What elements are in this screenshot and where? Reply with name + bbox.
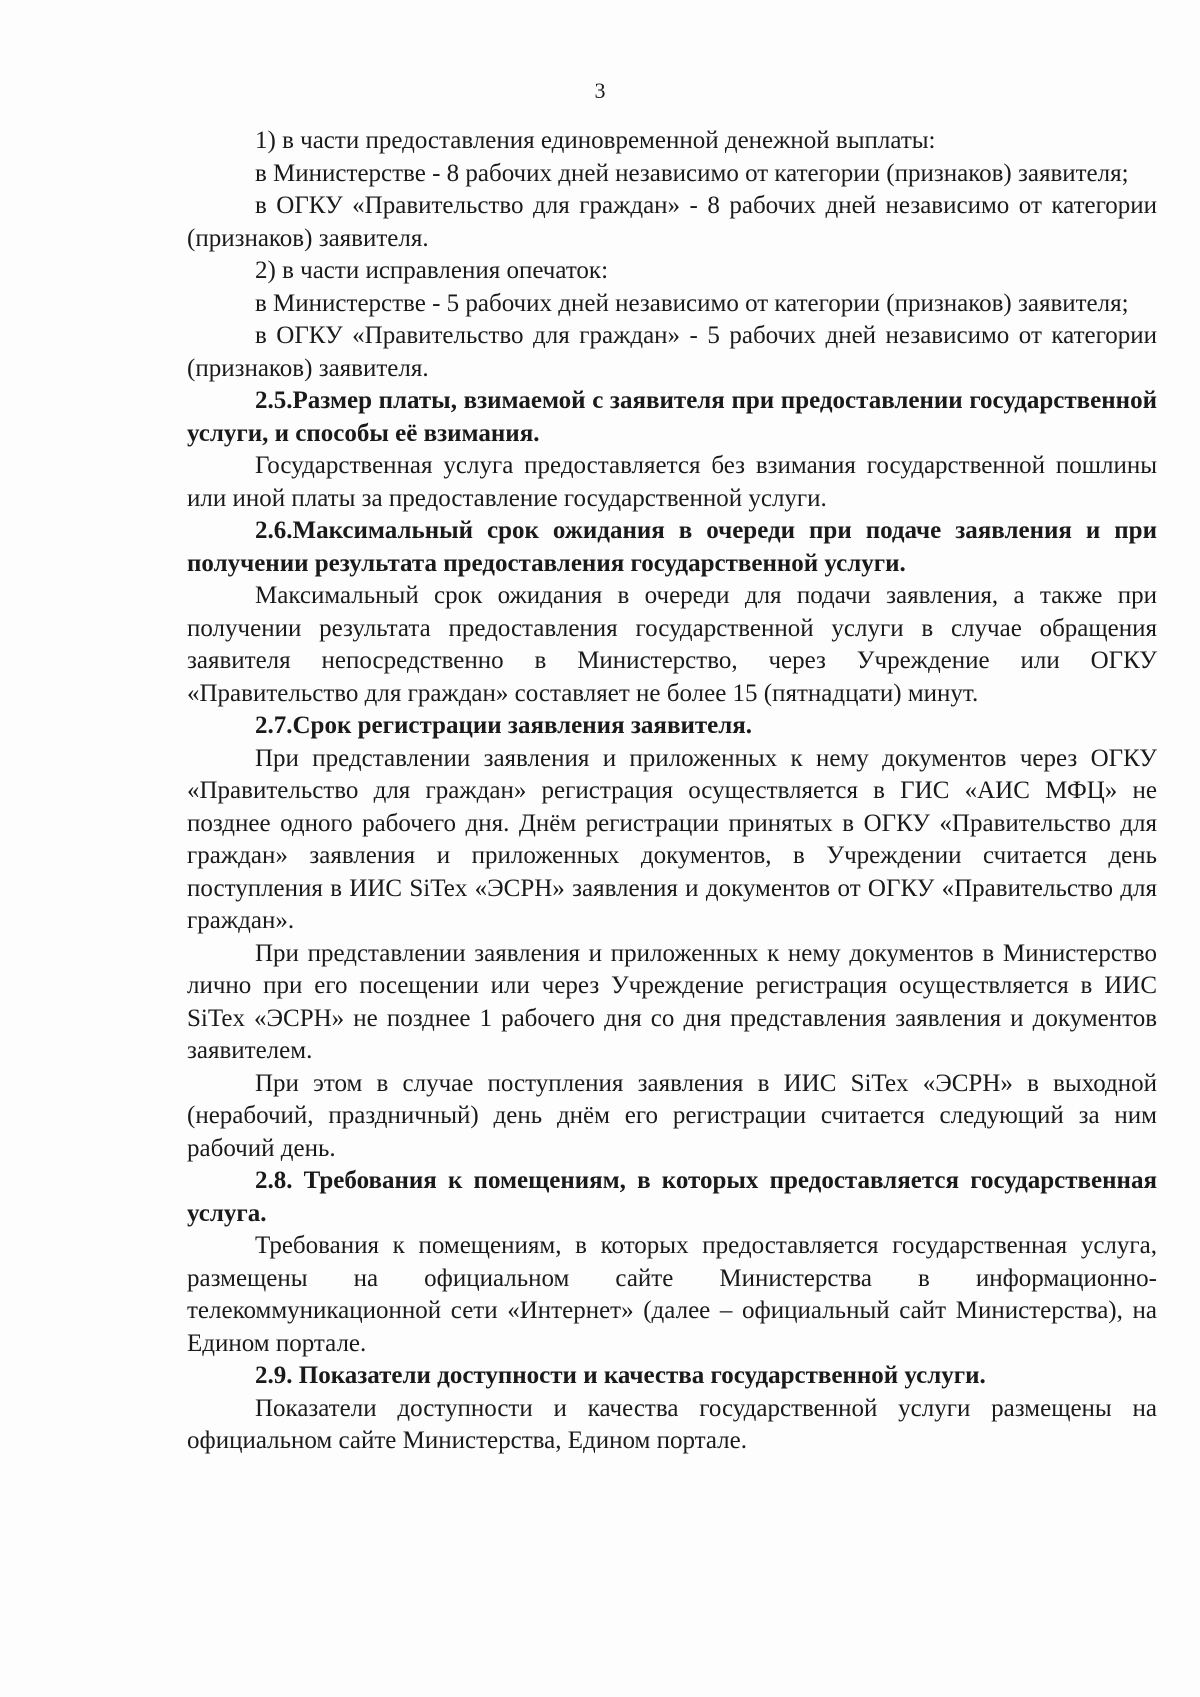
paragraph: При представлении заявления и приложенных к нему документов в Министерство лично при его посещении или через Учреждение регистрация осуществляется в ИИС SiTex «ЭСРН» не позднее 1 рабочего дня со дня представления заявления и документов заявителем. [187, 939, 1157, 1064]
paragraph: Показатели доступности и качества государственной услуги размещены на официальном сайте Министерства, Едином портале. [187, 1394, 1157, 1454]
section-heading: 2.8. Требования к помещениям, в которых предоставляется государственная услуга. [187, 1167, 1157, 1227]
paragraph: в ОГКУ «Правительство для граждан» - 8 рабочих дней независимо от категории (признаков) заявителя. [187, 192, 1157, 252]
section-heading: 2.6.Максимальный срок ожидания в очереди при подаче заявления и при получении результата предоставления государственной услуги. [187, 517, 1157, 577]
paragraph: в Министерстве - 8 рабочих дней независимо от категории (признаков) заявителя; [255, 159, 1129, 187]
paragraph: 1) в части предоставления единовременной денежной выплаты: [255, 127, 936, 154]
page-number: 3 [594, 78, 606, 103]
document-body [187, 125, 1157, 1458]
section-heading: 2.7.Срок регистрации заявления заявителя. [255, 712, 753, 739]
section-heading: 2.9. Показатели доступности и качества государственной услуги. [255, 1362, 986, 1389]
paragraph: При представлении заявления и приложенных к нему документов через ОГКУ «Правительство для граждан» регистрация осуществляется в ГИС «АИС МФЦ» не позднее одного рабочего дня. Днём регистрации принятых в ОГКУ «Правительство для граждан» заявления и приложенных документов, в Учреждении считается день поступления в ИИС SiTex «ЭСРН» заявления и документов от ОГКУ «Правительство для граждан». [187, 744, 1157, 934]
paragraph: Требования к помещениям, в которых предоставляется государственная услуга, размещены на официальном сайте Министерства в информационно-телекоммуникационной сети «Интернет» (далее – официальный сайт Министерства), на Едином портале. [187, 1232, 1157, 1357]
paragraph: в ОГКУ «Правительство для граждан» - 5 рабочих дней независимо от категории (признаков) заявителя. [187, 322, 1157, 382]
paragraph: Государственная услуга предоставляется без взимания государственной пошлины или иной платы за предоставление государственной услуги. [187, 452, 1157, 512]
paragraph: 2) в части исправления опечаток: [255, 257, 609, 284]
paragraph: При этом в случае поступления заявления в ИИС SiTex «ЭСРН» в выходной (нерабочий, праздничный) день днём его регистрации считается следующий за ним рабочий день. [187, 1069, 1157, 1162]
paragraph: Максимальный срок ожидания в очереди для подачи заявления, а также при получении результата предоставления государственной услуги в случае обращения заявителя непосредственно в Министерство, через Учреждение или ОГКУ «Правительство для граждан» составляет не более 15 (пятнадцати) минут. [187, 582, 1157, 707]
section-heading: 2.5.Размер платы, взимаемой с заявителя при предоставлении государственной услуги, и способы её взимания. [187, 387, 1157, 447]
paragraph: в Министерстве - 5 рабочих дней независимо от категории (признаков) заявителя; [255, 289, 1129, 317]
